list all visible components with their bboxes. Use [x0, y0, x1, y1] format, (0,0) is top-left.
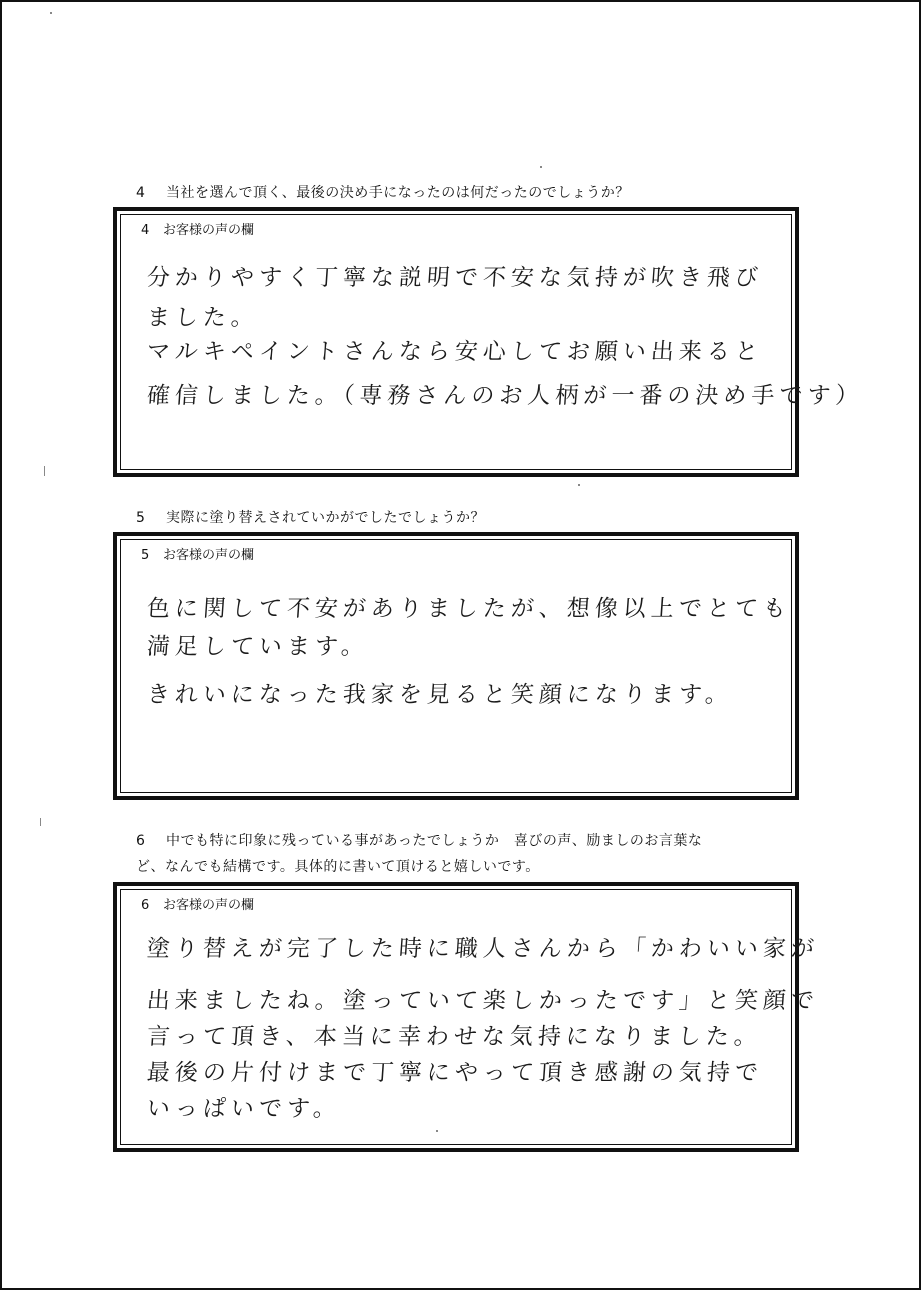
scan-speck [44, 466, 45, 476]
box-label-text: お客様の声の欄 [163, 898, 255, 913]
answer-line: 色に関して不安がありましたが、想像以上でとても [145, 596, 792, 622]
question-6 [136, 830, 702, 852]
scan-speck [50, 12, 52, 14]
box-label [141, 544, 254, 563]
answer-line: 分かりやすく丁寧な説明で不安な気持が吹き飛び [145, 265, 764, 291]
box-label-text: お客様の声の欄 [163, 223, 255, 238]
question-text: 実際に塗り替えされていかがでしたでしょうか？ [166, 510, 485, 526]
question-5 [136, 507, 485, 529]
answer-line: いっぱいです。 [145, 1096, 342, 1122]
answer-line: 最後の片付けまで丁寧にやって頂き感謝の気持で [145, 1060, 764, 1086]
question-text-line-1: 中でも特に印象に残っている事があったでしょうか 喜びの声、励ましのお言葉な [166, 833, 703, 849]
scan-speck [578, 484, 580, 486]
answer-box-inner [120, 539, 792, 793]
scan-speck [540, 166, 542, 168]
scan-speck [40, 818, 41, 826]
box-label-text: お客様の声の欄 [163, 548, 255, 563]
box-label [141, 894, 254, 913]
answer-box-5 [113, 532, 799, 800]
scan-speck [436, 1130, 438, 1132]
answer-line: 確信しました。（専務さんのお人柄が一番の決め手です） [145, 383, 865, 409]
box-label-number: 4 [141, 223, 150, 238]
answer-line: きれいになった我家を見ると笑顔になります。 [145, 682, 734, 708]
answer-line: 出来ましたね。塗っていて楽しかったです」と笑顔で [145, 988, 820, 1014]
question-number: 4 [136, 185, 146, 201]
box-label-number: 5 [141, 548, 150, 563]
answer-box-4 [113, 207, 865, 477]
answer-line: マルキペイントさんなら安心してお願い出来ると [145, 339, 764, 365]
question-6-continued [136, 856, 540, 878]
question-number: 6 [136, 833, 146, 849]
answer-box-inner [120, 214, 865, 470]
answer-box-inner [120, 889, 820, 1145]
answer-line: 言って頂き、本当に幸わせな気持になりました。 [145, 1024, 763, 1050]
question-text: 当社を選んで頂く、最後の決め手になったのは何だったのでしょうか？ [166, 185, 630, 201]
question-number: 5 [136, 510, 146, 526]
answer-line: 塗り替えが完了した時に職人さんから「かわいい家が [145, 936, 820, 962]
question-4 [136, 182, 630, 204]
answer-line: 満足しています。 [145, 634, 370, 660]
answer-box-6 [113, 882, 820, 1152]
answer-line: ました。 [145, 305, 260, 331]
question-text-line-2: ど、なんでも結構です。具体的に書いて頂けると嬉しいです。 [136, 859, 540, 875]
box-label [141, 219, 254, 238]
box-label-number: 6 [141, 898, 150, 913]
